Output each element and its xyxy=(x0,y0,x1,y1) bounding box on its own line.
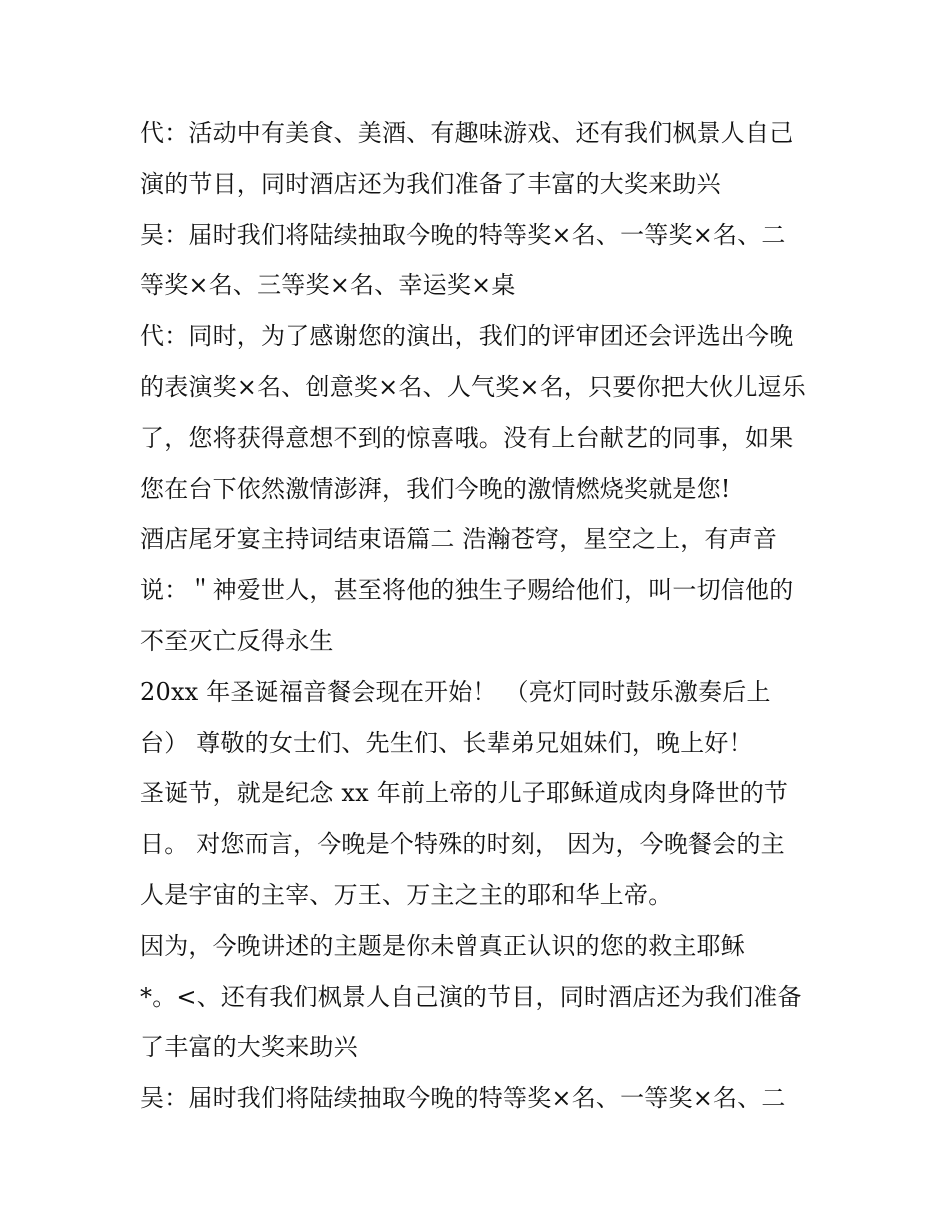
text-line: 了丰富的大奖来助兴 xyxy=(140,1033,358,1062)
text-line: 代：活动中有美食、美酒、有趣味游戏、还有我们枫景人自己 xyxy=(140,119,794,147)
text-line: 了，您将获得意想不到的惊喜哦。没有上台献艺的同事，如果 xyxy=(140,423,794,452)
text-line: *。<、还有我们枫景人自己演的节目，同时酒店还为我们准备 xyxy=(140,982,802,1011)
text-line: 酒店尾牙宴主持词结束语篇二 浩瀚苍穹，星空之上，有声音 xyxy=(140,525,778,554)
text-line: 台） 尊敬的女士们、先生们、长辈弟兄姐妹们，晚上好！ xyxy=(140,728,753,757)
text-line: 日。 对您而言，今晚是个特殊的时刻， 因为，今晚餐会的主 xyxy=(140,830,785,859)
text-line: 因为，今晚讲述的主题是你未曾真正认识的您的救主耶稣 xyxy=(140,931,745,960)
text-line: 代：同时，为了感谢您的演出，我们的评审团还会评选出今晚 xyxy=(140,322,794,351)
text-line: 演的节目，同时酒店还为我们准备了丰富的大奖来助兴 xyxy=(140,169,721,198)
text-line: 吴：届时我们将陆续抽取今晚的特等奖×名、一等奖×名、二 xyxy=(140,1084,786,1113)
text-line: 人是宇宙的主宰、万王、万主之主的耶和华上帝。 xyxy=(140,880,673,909)
text-line: 吴：届时我们将陆续抽取今晚的特等奖×名、一等奖×名、二 xyxy=(140,220,786,249)
document-body xyxy=(140,108,820,1124)
text-line: 的表演奖×名、创意奖×名、人气奖×名，只要你把大伙儿逗乐 xyxy=(140,372,806,401)
text-line: 等奖×名、三等奖×名、幸运奖×桌 xyxy=(140,271,516,300)
text-line: 圣诞节，就是纪念 xx 年前上帝的儿子耶稣道成肉身降世的节 xyxy=(140,779,789,808)
text-line: 您在台下依然激情澎湃，我们今晚的激情燃烧奖就是您! xyxy=(140,474,731,503)
text-line: 说：＂神爱世人，甚至将他的独生子赐给他们，叫一切信他的 xyxy=(140,576,794,605)
text-line: 20xx 年圣诞福音餐会现在开始！ （亮灯同时鼓乐激奏后上 xyxy=(140,677,771,706)
text-line: 不至灭亡反得永生 xyxy=(140,626,334,655)
